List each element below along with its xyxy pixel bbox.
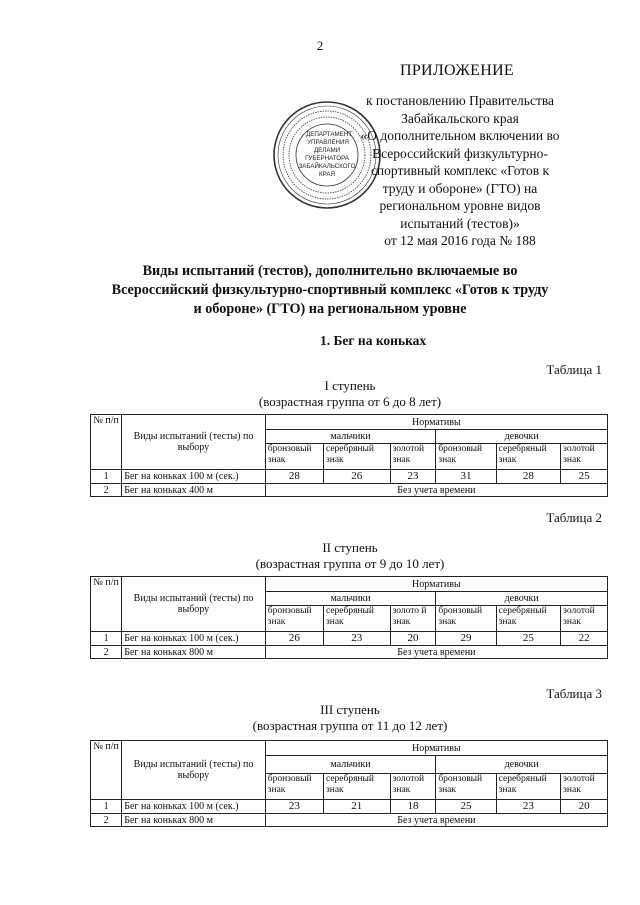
- header-bronze: бронзовый знак: [436, 444, 496, 470]
- norm-value: 26: [265, 632, 323, 646]
- norm-value: 23: [324, 632, 391, 646]
- appendix-line: труду и обороне» (ГТО) на: [382, 180, 538, 196]
- norm-value: 23: [265, 800, 323, 814]
- appendix-line: к постановлению Правительства: [365, 93, 555, 108]
- header-silver: серебряный знак: [496, 774, 560, 800]
- table-row: [91, 646, 608, 659]
- age-group: (возрастная группа от 11 до 12 лет): [252, 718, 448, 733]
- title-line: и обороне» (ГТО) на региональном уровне: [193, 301, 467, 317]
- header-gold: золотой знак: [561, 606, 608, 632]
- stage-name: I ступень: [324, 378, 376, 393]
- test-name: Бег на коньках 100 м (сек.): [122, 632, 266, 646]
- norm-value: 31: [436, 470, 496, 484]
- header-gold: золотой знак: [561, 444, 608, 470]
- header-num: № п/п: [91, 741, 122, 800]
- header-norms: Нормативы: [265, 577, 607, 592]
- row-number: 2: [91, 646, 122, 659]
- header-test: Виды испытаний (тесты) по выбору: [122, 577, 266, 632]
- header-num: № п/п: [91, 415, 122, 470]
- appendix-line: спортивный комплекс «Готов к: [370, 163, 550, 178]
- header-num: № п/п: [91, 577, 122, 632]
- header-girls: девочки: [436, 592, 608, 606]
- stage-name: III ступень: [320, 702, 380, 717]
- stamp-line: ГУБЕРНАТОРА: [305, 155, 349, 162]
- header-norms: Нормативы: [265, 741, 607, 756]
- header-bronze: бронзовый знак: [436, 774, 496, 800]
- norm-value: 25: [436, 800, 496, 814]
- norms-table-1: [90, 414, 608, 497]
- row-number: 1: [91, 632, 122, 646]
- stamp-line: УПРАВЛЕНИЯ: [307, 139, 349, 146]
- norm-note: Без учета времени: [265, 484, 607, 497]
- header-boys: мальчики: [265, 756, 436, 774]
- header-gold: золотой знак: [561, 774, 608, 800]
- norm-value: 20: [390, 632, 436, 646]
- stage-heading: [160, 540, 540, 572]
- stage-heading: [160, 702, 540, 734]
- stamp-line: КРАЯ: [319, 171, 335, 178]
- table-row: [91, 632, 608, 646]
- norm-value: 25: [496, 632, 560, 646]
- header-bronze: бронзовый знак: [265, 606, 323, 632]
- row-number: 1: [91, 800, 122, 814]
- header-girls: девочки: [436, 430, 608, 444]
- appendix-line: региональном уровне видов: [379, 198, 541, 213]
- row-number: 2: [91, 484, 122, 497]
- norm-value: 25: [561, 470, 608, 484]
- appendix-line: от 12 мая 2016 года № 188: [384, 233, 536, 248]
- test-name: Бег на коньках 800 м: [122, 814, 266, 827]
- appendix-reference: [340, 92, 580, 250]
- header-test: Виды испытаний (тесты) по выбору: [122, 741, 266, 800]
- header-norms: Нормативы: [265, 415, 607, 430]
- header-silver: серебряный знак: [496, 444, 560, 470]
- header-girls: девочки: [436, 756, 608, 774]
- norm-value: 21: [324, 800, 391, 814]
- norm-value: 28: [496, 470, 560, 484]
- stamp-line: ДЕПАРТАМЕНТ: [306, 131, 352, 138]
- stamp-line: ЗАБАЙКАЛЬСКОГО: [298, 163, 356, 170]
- appendix-line: испытаний (тестов)»: [400, 215, 520, 231]
- norms-table-3: [90, 740, 608, 827]
- appendix-line: Забайкальского края: [401, 110, 519, 126]
- norms-table-2: [90, 576, 608, 659]
- table-row: [91, 470, 608, 484]
- appendix-title: ПРИЛОЖЕНИЕ: [400, 62, 515, 79]
- age-group: (возрастная группа от 9 до 10 лет): [255, 556, 445, 571]
- header-silver: серебряный знак: [496, 606, 560, 632]
- header-boys: мальчики: [265, 592, 436, 606]
- header-silver: серебряный знак: [324, 774, 391, 800]
- title-line: Виды испытаний (тестов), дополнительно включаемые во: [142, 263, 518, 279]
- header-boys: мальчики: [265, 430, 436, 444]
- norm-value: 29: [436, 632, 496, 646]
- row-number: 2: [91, 814, 122, 827]
- table-row: [91, 800, 608, 814]
- table-row: [91, 484, 608, 497]
- norm-value: 28: [265, 470, 323, 484]
- stage-heading: [160, 378, 540, 410]
- header-bronze: бронзовый знак: [436, 606, 496, 632]
- norm-note: Без учета времени: [265, 646, 607, 659]
- page-number: 2: [316, 38, 324, 53]
- table-label: Таблица 2: [546, 510, 602, 525]
- header-silver: серебряный знак: [324, 606, 391, 632]
- test-name: Бег на коньках 400 м: [122, 484, 266, 497]
- norm-note: Без учета времени: [265, 814, 607, 827]
- table-label: Таблица 1: [546, 362, 602, 377]
- norm-value: 18: [390, 800, 436, 814]
- header-gold: золотой знак: [390, 444, 436, 470]
- header-gold: золотой знак: [390, 774, 436, 800]
- header-gold: золото й знак: [390, 606, 436, 632]
- appendix-line: Всероссийский физкультурно-: [372, 145, 548, 161]
- test-name: Бег на коньках 100 м (сек.): [122, 800, 266, 814]
- stage-name: II ступень: [322, 540, 378, 555]
- appendix-line: «О дополнительном включении во: [360, 128, 560, 143]
- document-title: [110, 262, 550, 319]
- test-name: Бег на коньках 800 м: [122, 646, 266, 659]
- table-label: Таблица 3: [546, 686, 602, 701]
- header-bronze: бронзовый знак: [265, 444, 323, 470]
- section-heading: 1. Бег на коньках: [320, 333, 427, 348]
- row-number: 1: [91, 470, 122, 484]
- title-line: Всероссийский физкультурно-спортивный комплекс «Готов к труду: [111, 282, 549, 298]
- age-group: (возрастная группа от 6 до 8 лет): [258, 394, 442, 409]
- norm-value: 23: [496, 800, 560, 814]
- header-silver: серебряный знак: [324, 444, 391, 470]
- norm-value: 23: [390, 470, 436, 484]
- norm-value: 26: [324, 470, 391, 484]
- table-row: [91, 814, 608, 827]
- header-bronze: бронзовый знак: [265, 774, 323, 800]
- stamp-line: ДЕЛАМИ: [313, 147, 341, 154]
- norm-value: 22: [561, 632, 608, 646]
- norm-value: 20: [561, 800, 608, 814]
- header-test: Виды испытаний (тесты) по выбору: [122, 415, 266, 470]
- test-name: Бег на коньках 100 м (сек.): [122, 470, 266, 484]
